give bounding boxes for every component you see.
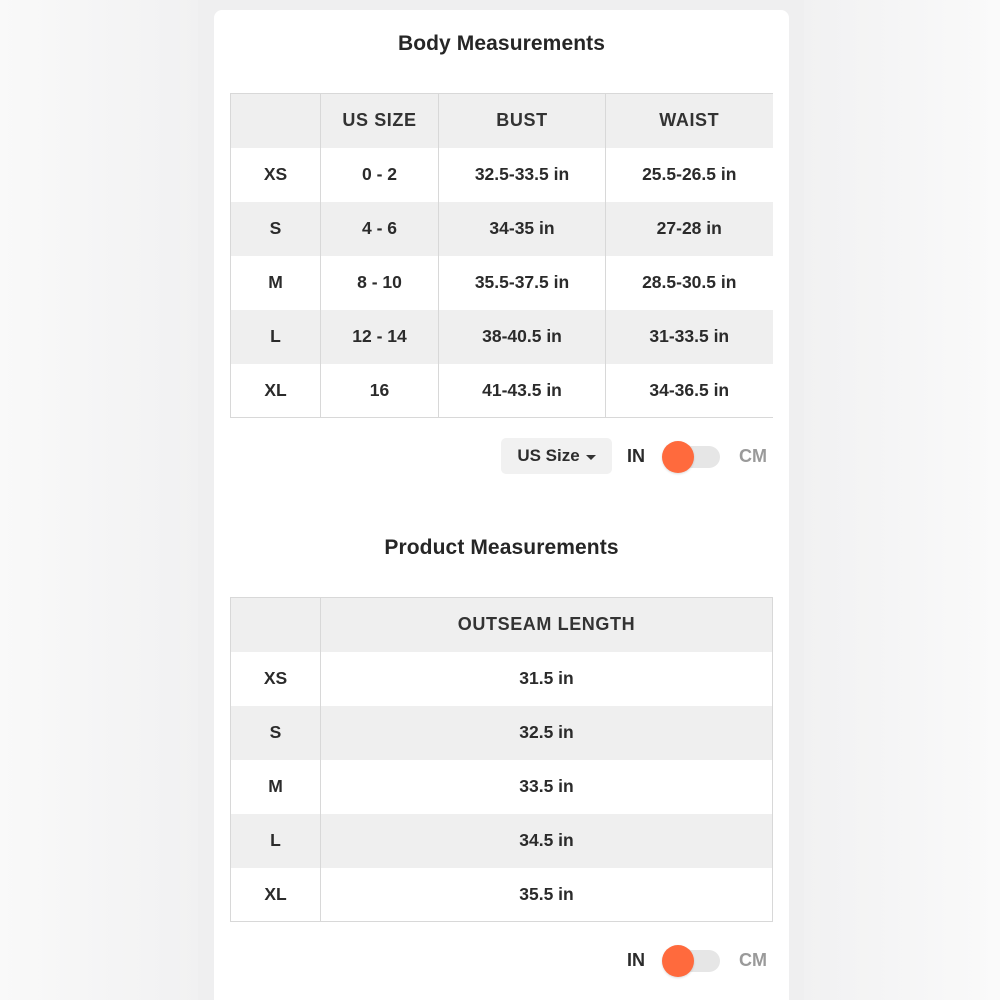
table-row (231, 202, 773, 256)
unit-in-label[interactable]: IN (627, 446, 645, 466)
product-unit-toggle-switch[interactable] (664, 950, 720, 972)
product-unit-in-label[interactable]: IN (627, 950, 645, 970)
size-cell: L (231, 814, 321, 868)
waist-cell: 27-28 in (606, 202, 773, 256)
body-measurements-table (230, 93, 773, 418)
toggle-knob[interactable] (662, 441, 694, 473)
product-unit-cm-label[interactable]: CM (739, 950, 767, 970)
us-size-dropdown[interactable] (501, 438, 612, 474)
us-size-dropdown-label: US Size (517, 446, 580, 465)
waist-cell: 31-33.5 in (606, 310, 773, 364)
us-size-cell: 8 - 10 (321, 256, 439, 310)
table-row (231, 706, 773, 760)
header-cell: WAIST (606, 94, 773, 148)
table-row (231, 652, 773, 706)
background-right (804, 0, 1000, 1000)
header-cell: BUST (439, 94, 606, 148)
size-cell: XS (231, 148, 321, 202)
outseam-cell: 33.5 in (321, 760, 773, 814)
outseam-cell: 32.5 in (321, 706, 773, 760)
header-cell: US SIZE (321, 94, 439, 148)
table-row (231, 868, 773, 922)
us-size-cell: 16 (321, 364, 439, 418)
header-cell (231, 94, 321, 148)
size-cell: M (231, 760, 321, 814)
bust-cell: 41-43.5 in (439, 364, 606, 418)
us-size-cell: 12 - 14 (321, 310, 439, 364)
body-measurements-title: Body Measurements (397, 32, 606, 55)
outseam-cell: 34.5 in (321, 814, 773, 868)
waist-cell: 28.5-30.5 in (642, 272, 737, 292)
bust-cell: 35.5-37.5 in (439, 256, 606, 310)
size-cell: XL (231, 364, 321, 418)
product-measurements-title: Product Measurements (384, 536, 619, 559)
table-row (231, 364, 773, 418)
us-size-cell: 0 - 2 (321, 148, 439, 202)
header-cell (231, 598, 321, 652)
caret-down-icon (586, 455, 596, 460)
size-cell: S (231, 706, 321, 760)
table-row (231, 760, 773, 814)
table-header-row (231, 94, 773, 148)
bust-cell: 32.5-33.5 in (439, 148, 606, 202)
outseam-cell: 31.5 in (321, 652, 773, 706)
waist-cell: 34-36.5 in (649, 379, 730, 400)
size-guide-card (214, 10, 789, 1000)
table-row (231, 256, 773, 310)
table-row (231, 310, 773, 364)
background-left (0, 0, 198, 1000)
table-row (231, 148, 773, 202)
table-header-row (231, 598, 773, 652)
product-measurements-table (230, 597, 773, 922)
bust-cell: 34-35 in (439, 202, 606, 256)
size-cell: L (231, 310, 321, 364)
size-cell: XS (231, 652, 321, 706)
waist-cell: 25.5-26.5 in (642, 164, 737, 184)
size-cell: XL (231, 868, 321, 922)
size-cell: M (231, 256, 321, 310)
bust-cell: 38-40.5 in (439, 310, 606, 364)
outseam-cell: 35.5 in (321, 868, 773, 922)
us-size-cell: 4 - 6 (321, 202, 439, 256)
toggle-knob[interactable] (662, 945, 694, 977)
table-row (231, 814, 773, 868)
size-cell: S (231, 202, 321, 256)
header-cell: OUTSEAM LENGTH (321, 598, 773, 652)
unit-cm-label[interactable]: CM (739, 446, 767, 466)
unit-toggle-switch[interactable] (664, 446, 720, 468)
